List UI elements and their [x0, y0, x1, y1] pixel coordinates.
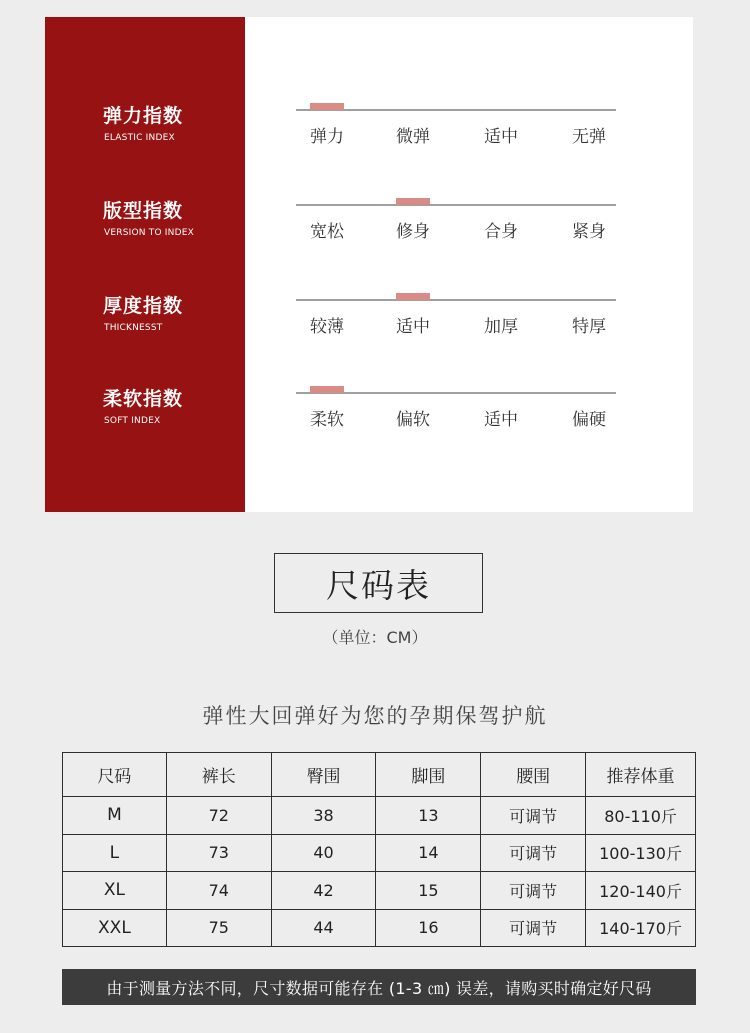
table-cell: 38 — [271, 797, 376, 835]
size-chart-title: 尺码表 — [274, 553, 483, 613]
size-table — [62, 752, 696, 947]
elastic-index-title: 弹力指数 — [103, 105, 184, 127]
scale-option: 加厚 — [484, 317, 518, 337]
table-cell: 16 — [376, 909, 481, 947]
version-index-subtitle: VERSION TO INDEX — [104, 228, 194, 238]
table-cell: 120-140斤 — [586, 872, 696, 910]
scale-option: 适中 — [484, 410, 518, 430]
elastic-index-subtitle: ELASTIC INDEX — [104, 133, 175, 143]
product-index-card — [45, 17, 693, 512]
table-cell: 可调节 — [481, 909, 586, 947]
scale-option: 宽松 — [310, 222, 344, 242]
table-cell: 44 — [271, 909, 376, 947]
scale-option: 适中 — [396, 317, 430, 337]
scale-option: 柔软 — [310, 410, 344, 430]
table-cell: 73 — [166, 834, 271, 872]
table-cell: 可调节 — [481, 797, 586, 835]
table-cell: M — [63, 797, 167, 835]
table-cell: 140-170斤 — [586, 909, 696, 947]
table-header-row — [63, 753, 696, 797]
scale-option: 特厚 — [572, 317, 606, 337]
scale-option: 微弹 — [396, 127, 430, 147]
soft-index-title: 柔软指数 — [103, 388, 184, 410]
table-cell: 75 — [166, 909, 271, 947]
slogan: 弹性大回弹好为您的孕期保驾护航 — [202, 704, 548, 728]
scale-marker — [396, 198, 430, 205]
thickness-index-title: 厚度指数 — [103, 295, 184, 317]
table-cell: 42 — [271, 872, 376, 910]
table-cell: 可调节 — [481, 872, 586, 910]
table-row — [63, 797, 696, 835]
scale-option: 弹力 — [310, 127, 344, 147]
header-weight: 推荐体重 — [586, 753, 696, 797]
table-cell: 15 — [376, 872, 481, 910]
scale-line — [296, 299, 616, 301]
version-index-title: 版型指数 — [103, 200, 184, 222]
table-cell: 可调节 — [481, 834, 586, 872]
table-cell: XL — [63, 872, 167, 910]
scale-option: 无弹 — [572, 127, 606, 147]
version-index-scale — [296, 204, 616, 264]
table-cell: 80-110斤 — [586, 797, 696, 835]
table-cell: 40 — [271, 834, 376, 872]
scale-line — [296, 109, 616, 111]
table-cell: 14 — [376, 834, 481, 872]
disclaimer-text: 由于测量方法不同，尺寸数据可能存在 (1-3 ㎝) 误差，请购买时确定好尺码 — [106, 978, 652, 998]
thickness-index-scale — [296, 299, 616, 359]
scale-line — [296, 204, 616, 206]
table-row — [63, 909, 696, 947]
header-hip: 臀围 — [271, 753, 376, 797]
header-pants-length: 裤长 — [166, 753, 271, 797]
table-cell: 13 — [376, 797, 481, 835]
scale-option: 偏硬 — [572, 410, 606, 430]
scale-line — [296, 392, 616, 394]
table-cell: XXL — [63, 909, 167, 947]
index-label-panel — [45, 17, 245, 512]
soft-index-scale — [296, 392, 616, 452]
elastic-index-scale — [296, 109, 616, 169]
soft-index-subtitle: SOFT INDEX — [104, 416, 161, 426]
table-cell: 72 — [166, 797, 271, 835]
scale-marker — [396, 293, 430, 300]
scale-marker — [310, 103, 344, 110]
header-waist: 腰围 — [481, 753, 586, 797]
measurement-disclaimer — [62, 969, 696, 1005]
unit-note: （单位：CM） — [322, 628, 428, 647]
scale-option: 修身 — [396, 222, 430, 242]
scale-marker — [310, 386, 344, 393]
scale-option: 较薄 — [310, 317, 344, 337]
thickness-index-subtitle: THICKNESST — [104, 323, 163, 333]
header-size: 尺码 — [63, 753, 167, 797]
table-cell: 100-130斤 — [586, 834, 696, 872]
header-ankle: 脚围 — [376, 753, 481, 797]
table-cell: L — [63, 834, 167, 872]
table-row — [63, 834, 696, 872]
scale-option: 适中 — [484, 127, 518, 147]
scale-option: 偏软 — [396, 410, 430, 430]
scale-option: 合身 — [484, 222, 518, 242]
table-cell: 74 — [166, 872, 271, 910]
scale-option: 紧身 — [572, 222, 606, 242]
table-row — [63, 872, 696, 910]
